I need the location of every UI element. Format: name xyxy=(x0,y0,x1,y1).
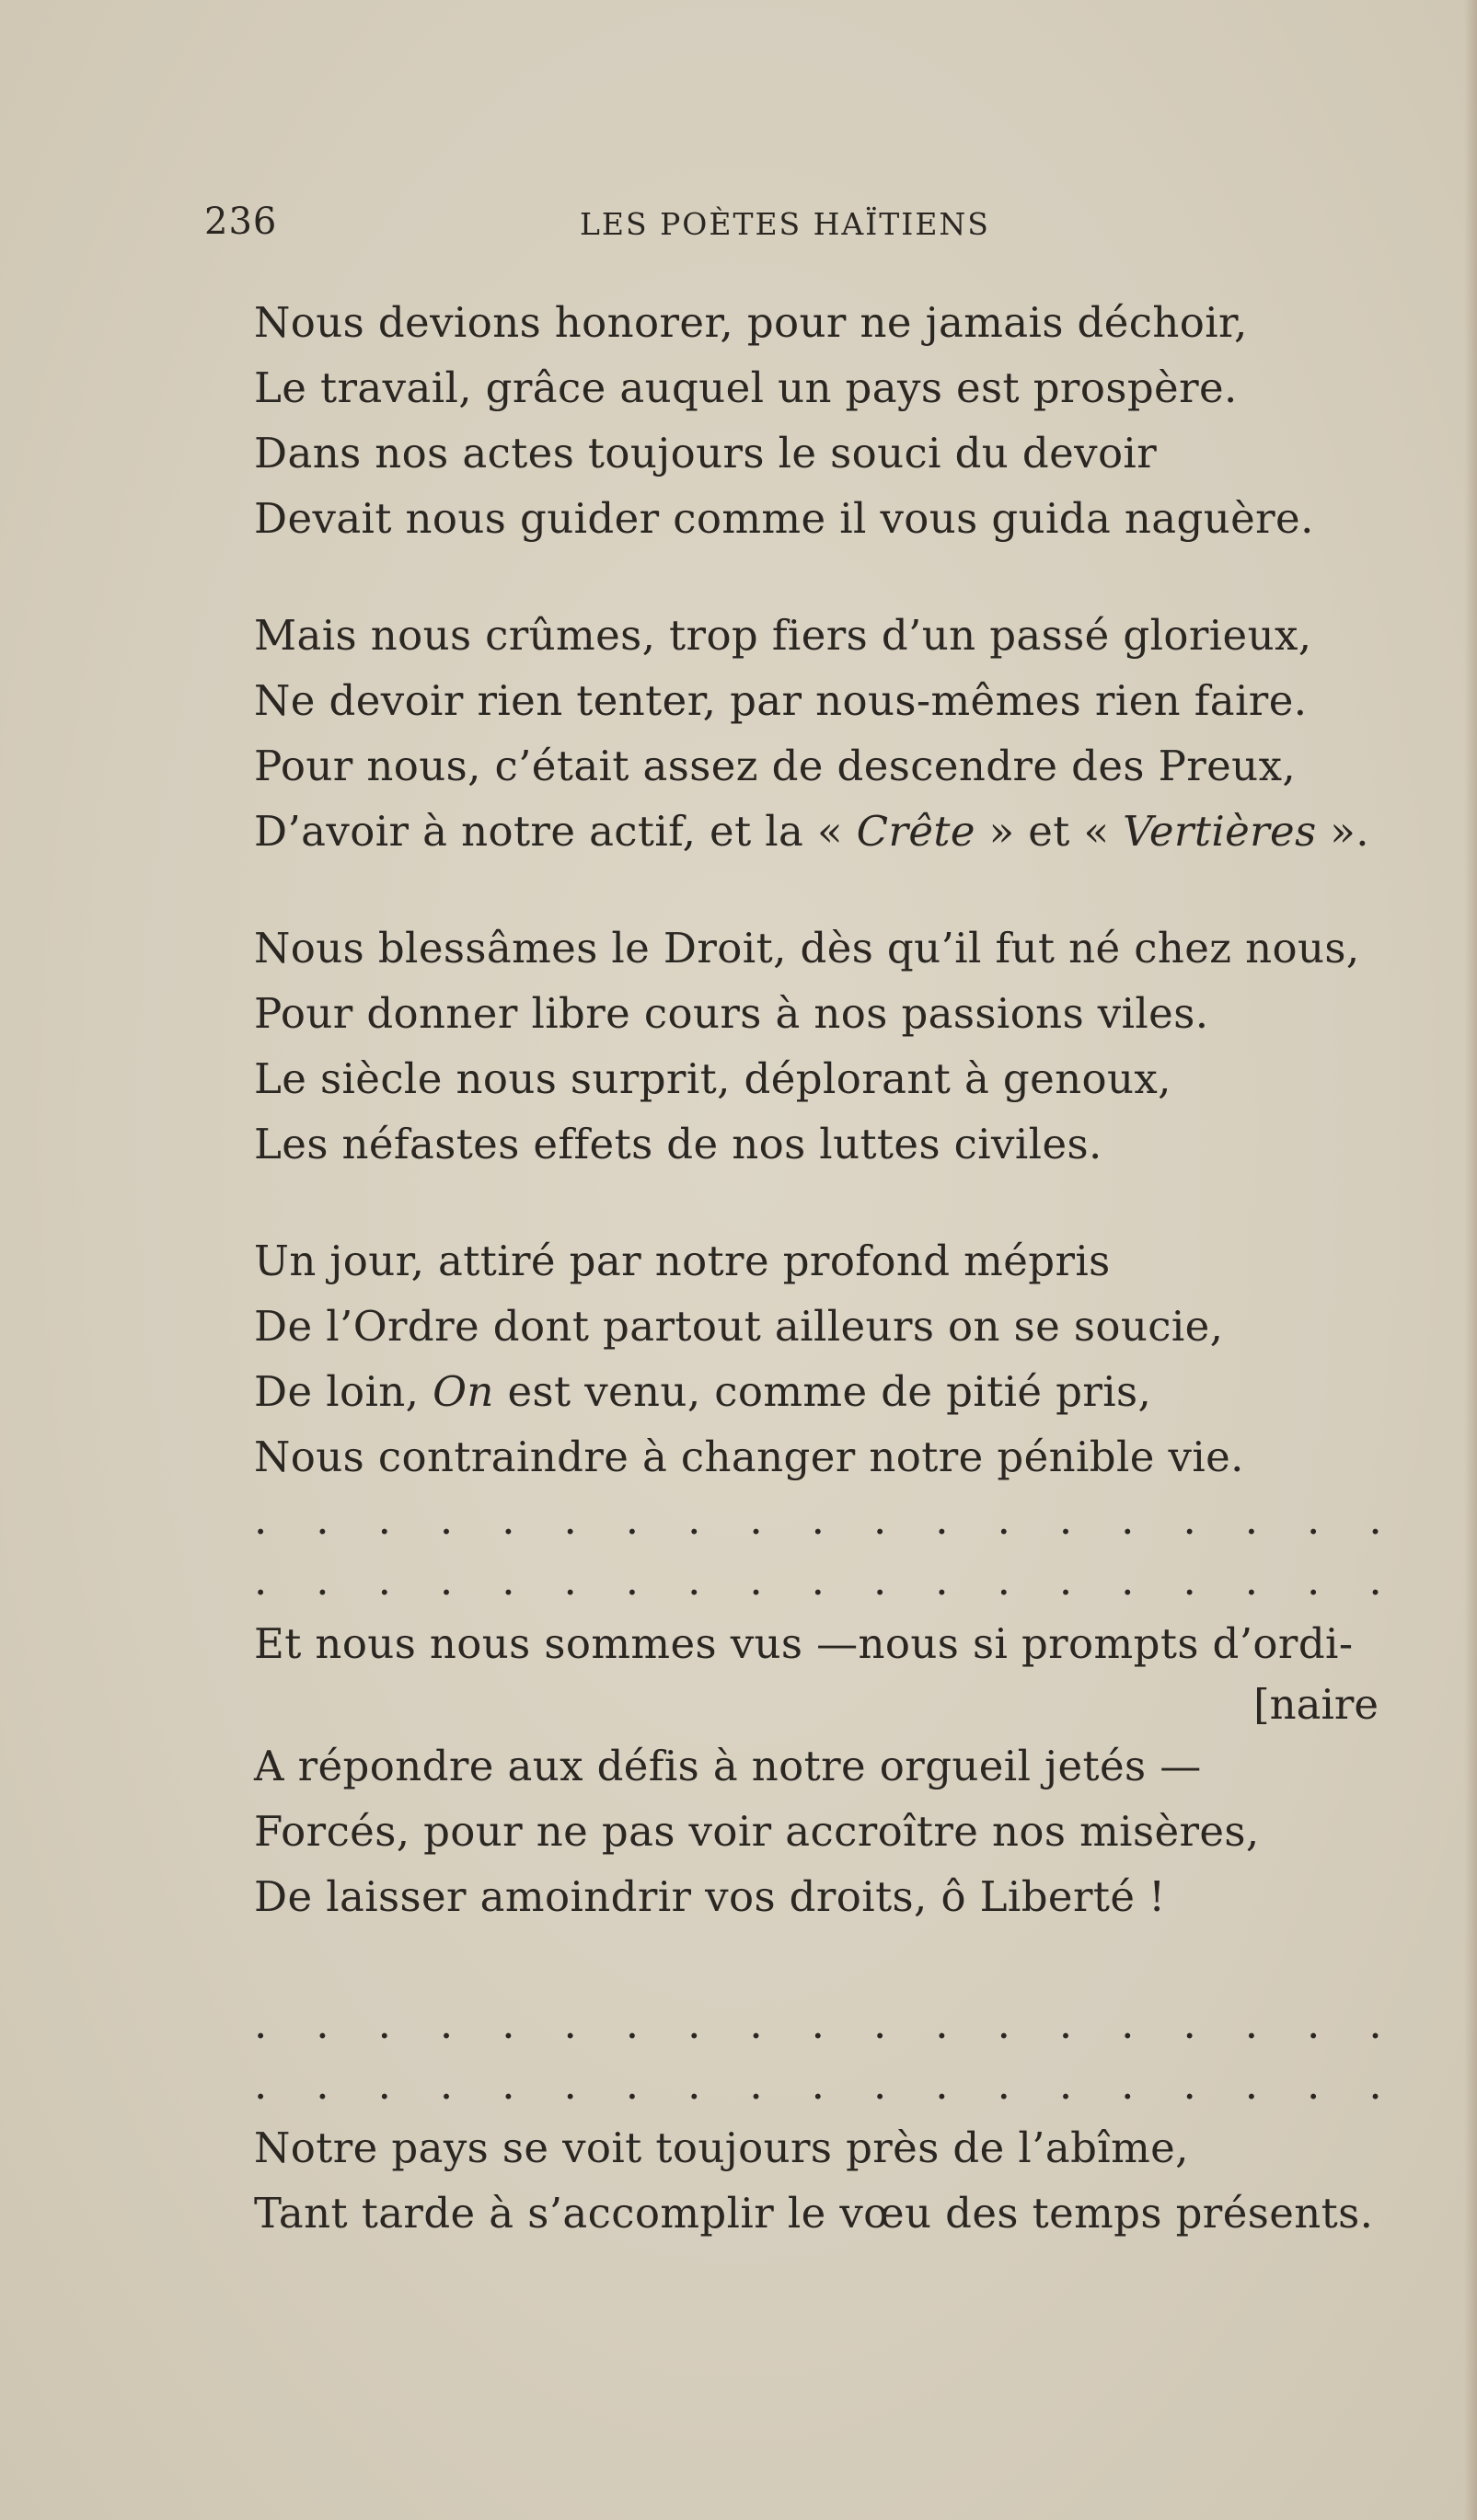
ellipsis-dot: . xyxy=(749,1556,763,1605)
stanza xyxy=(254,1611,1414,1929)
ellipsis-dot: . xyxy=(377,2060,391,2109)
stanza xyxy=(254,603,1414,864)
ellipsis-dot: . xyxy=(1121,1495,1135,1544)
verse-line: Tant tarde à s’accomplir le vœu des temps présents. xyxy=(254,2189,1374,2238)
ellipsis-dot: . xyxy=(1244,1495,1259,1544)
verse-line xyxy=(254,799,1414,864)
ellipsis-dot: . xyxy=(872,2060,887,2109)
ellipsis-dot: . xyxy=(316,1556,329,1605)
ellipsis-dot: . xyxy=(1368,1495,1382,1544)
verse-line: Le siècle nous surprit, déplorant à genoux, xyxy=(254,1054,1171,1103)
ellipsis-dot: . xyxy=(1368,1999,1382,2048)
ellipsis-dot: . xyxy=(1058,2060,1073,2109)
verse-line: De l’Ordre dont partout ailleurs on se soucie, xyxy=(254,1302,1224,1351)
ellipsis-dot: . xyxy=(749,1999,763,2048)
verse-line: Nous devions honorer, pour ne jamais déchoir, xyxy=(254,298,1248,347)
ellipsis-dot: . xyxy=(1244,2060,1259,2109)
ellipsis-dot: . xyxy=(377,1495,391,1544)
verse-text: ». xyxy=(1316,807,1369,856)
verse-line: Nous blessâmes le Droit, dès qu’il fut né chez nous, xyxy=(254,924,1360,972)
verse-line: Pour donner libre cours à nos passions viles. xyxy=(254,989,1209,1038)
verse-line: Nous contraindre à changer notre pénible vie. xyxy=(254,1433,1244,1481)
ellipsis-dot: . xyxy=(872,1999,887,2048)
ellipsis-dot: . xyxy=(872,1495,887,1544)
ellipsis-dot: . xyxy=(997,1556,1010,1605)
ellipsis-dot: . xyxy=(625,2060,640,2109)
verse-text: D’avoir à notre actif, et la « xyxy=(254,807,857,856)
stanza xyxy=(254,915,1414,1177)
verse-line: Un jour, attiré par notre profond mépris xyxy=(254,1237,1111,1285)
stanza xyxy=(254,290,1414,551)
poem-body xyxy=(254,290,1414,2246)
ellipsis-dot: . xyxy=(563,1999,577,2048)
ellipsis-dot: . xyxy=(316,2060,329,2109)
ellipsis-dot: . xyxy=(316,1495,329,1544)
ellipsis-dot: . xyxy=(502,1495,515,1544)
ellipsis-dot: . xyxy=(439,1999,454,2048)
ellipsis-dot: . xyxy=(997,2060,1010,2109)
verse-text: » et « xyxy=(975,807,1124,856)
ellipsis-dot: . xyxy=(1368,2060,1382,2109)
ellipsis-dot: . xyxy=(1121,1999,1135,2048)
verse-line: Et nous nous sommes vus —nous si prompts d’ordi- xyxy=(254,1619,1354,1668)
ellipsis-dot: . xyxy=(1368,1556,1382,1605)
verse-line: Pour nous, c’était assez de descendre des Preux, xyxy=(254,742,1297,790)
ellipsis-dot: . xyxy=(1307,1556,1321,1605)
ellipsis-dot: . xyxy=(1121,2060,1135,2109)
ellipsis-dot: . xyxy=(1058,1556,1073,1605)
verse-text: est venu, comme de pitié pris, xyxy=(493,1367,1152,1416)
ellipsis-dot: . xyxy=(502,1999,515,2048)
stanza-break xyxy=(254,864,1414,915)
ellipsis-dot: . xyxy=(811,1999,825,2048)
ellipsis-row xyxy=(254,1490,1414,1550)
ellipsis-dot: . xyxy=(1058,1495,1073,1544)
ellipsis-dot: . xyxy=(377,1556,391,1605)
ellipsis-dot: . xyxy=(563,2060,577,2109)
ellipsis-dot: . xyxy=(563,1556,577,1605)
ellipsis-dot: . xyxy=(811,1556,825,1605)
ellipsis-row xyxy=(254,2054,1414,2115)
ellipsis-dot: . xyxy=(1244,1556,1259,1605)
stanza xyxy=(254,2115,1414,2246)
ellipsis-dot: . xyxy=(1183,2060,1196,2109)
verse-line: A répondre aux défis à notre orgueil jetés — xyxy=(254,1742,1202,1790)
ellipsis-dot: . xyxy=(687,2060,701,2109)
ellipsis-dot: . xyxy=(625,1556,640,1605)
ellipsis-dot: . xyxy=(316,1999,329,2048)
running-head: LES POÈTES HAÏTIENS xyxy=(580,206,990,242)
ellipsis-row xyxy=(254,1994,1414,2054)
ellipsis-dot: . xyxy=(872,1556,887,1605)
ellipsis-dot: . xyxy=(997,1999,1010,2048)
stanza-break xyxy=(254,1929,1414,1994)
ellipsis-row xyxy=(254,1550,1414,1611)
verse-line: Mais nous crûmes, trop fiers d’un passé glorieux, xyxy=(254,611,1312,660)
stanza xyxy=(254,1228,1414,1490)
ellipsis-dot: . xyxy=(749,1495,763,1544)
ellipsis-dot: . xyxy=(687,1999,701,2048)
stanza-break xyxy=(254,1177,1414,1228)
page-number: 236 xyxy=(204,201,278,243)
ellipsis-dot: . xyxy=(687,1556,701,1605)
ellipsis-dot: . xyxy=(625,1495,640,1544)
verse-line: Notre pays se voit toujours près de l’abîme, xyxy=(254,2123,1189,2172)
ellipsis-dot: . xyxy=(1307,2060,1321,2109)
ellipsis-dot: . xyxy=(1183,1495,1196,1544)
ellipsis-dot: . xyxy=(1244,1999,1259,2048)
verse-line: Le travail, grâce auquel un pays est prospère. xyxy=(254,363,1238,412)
verse-line xyxy=(254,1359,1414,1424)
ellipsis-dot: . xyxy=(254,1556,268,1605)
ellipsis-dot: . xyxy=(254,1495,268,1544)
ellipsis-dot: . xyxy=(254,2060,268,2109)
verse-line: Ne devoir rien tenter, par nous-mêmes rien faire. xyxy=(254,676,1308,725)
ellipsis-dot: . xyxy=(625,1999,640,2048)
stanza-break xyxy=(254,551,1414,603)
page-header xyxy=(0,201,1477,256)
ellipsis-dot: . xyxy=(1058,1999,1073,2048)
ellipsis-dot: . xyxy=(1183,1556,1196,1605)
ellipsis-dot: . xyxy=(935,2060,949,2109)
ellipsis-dot: . xyxy=(377,1999,391,2048)
verse-text: De loin, xyxy=(254,1367,433,1416)
ellipsis-dot: . xyxy=(439,2060,454,2109)
italic-word: On xyxy=(433,1367,494,1416)
ellipsis-dot: . xyxy=(1183,1999,1196,2048)
verse-line: Forcés, pour ne pas voir accroître nos misères, xyxy=(254,1807,1260,1856)
turnover-line: [naire xyxy=(1253,1680,1379,1729)
page-edge xyxy=(1464,0,1477,2520)
verse-line: Les néfastes effets de nos luttes civiles. xyxy=(254,1120,1102,1168)
verse-line: Dans nos actes toujours le souci du devoir xyxy=(254,429,1158,478)
ellipsis-dot: . xyxy=(1121,1556,1135,1605)
verse-line: De laisser amoindrir vos droits, ô Liberté ! xyxy=(254,1872,1166,1921)
ellipsis-dot: . xyxy=(502,2060,515,2109)
ellipsis-dot: . xyxy=(439,1495,454,1544)
ellipsis-dot: . xyxy=(935,1999,949,2048)
ellipsis-dot: . xyxy=(811,1495,825,1544)
verse-line: Devait nous guider comme il vous guida naguère. xyxy=(254,494,1314,543)
ellipsis-dot: . xyxy=(1307,1999,1321,2048)
ellipsis-dot: . xyxy=(749,2060,763,2109)
ellipsis-dot: . xyxy=(439,1556,454,1605)
ellipsis-dot: . xyxy=(687,1495,701,1544)
ellipsis-dot: . xyxy=(563,1495,577,1544)
italic-place-name: Vertières xyxy=(1123,807,1317,856)
ellipsis-dot: . xyxy=(935,1556,949,1605)
ellipsis-dot: . xyxy=(254,1999,268,2048)
italic-place-name: Crête xyxy=(856,807,975,856)
ellipsis-dot: . xyxy=(1307,1495,1321,1544)
ellipsis-dot: . xyxy=(502,1556,515,1605)
ellipsis-dot: . xyxy=(811,2060,825,2109)
ellipsis-dot: . xyxy=(997,1495,1010,1544)
ellipsis-dot: . xyxy=(935,1495,949,1544)
